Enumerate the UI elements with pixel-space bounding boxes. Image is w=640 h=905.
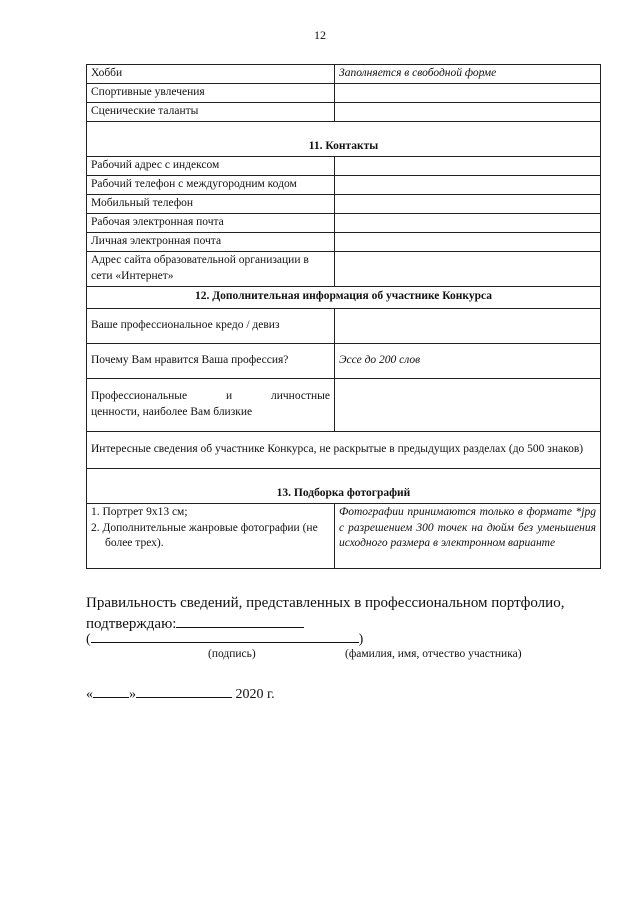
row-value[interactable]: Заполняется в свободной форме [335, 65, 601, 84]
confirmation-statement: Правильность сведений, представленных в профессиональном портфолио, подтверждаю: [86, 595, 565, 632]
row-label: Адрес сайта образовательной организации в сети «Интернет» [87, 252, 335, 287]
table-row [87, 84, 601, 103]
values-label-line2: ценности, наиболее Вам близкие [91, 406, 253, 418]
row-label: Сценические таланты [87, 103, 335, 122]
table-row [87, 309, 601, 344]
table-row [87, 432, 601, 469]
row-value[interactable] [335, 195, 601, 214]
name-caption: (фамилия, имя, отчество участника) [345, 648, 522, 660]
confirm-underline[interactable] [176, 613, 304, 628]
table-row [87, 252, 601, 287]
portfolio-form-table [86, 64, 601, 569]
signature-field[interactable] [91, 628, 359, 643]
row-value[interactable] [335, 157, 601, 176]
row-label: Рабочий адрес с индексом [87, 157, 335, 176]
photo-item: 2. Дополнительные жанровые фотографии (не более трех). [91, 521, 318, 550]
date-year: 2020 г. [235, 687, 275, 702]
table-row [87, 195, 601, 214]
row-label: Личная электронная почта [87, 233, 335, 252]
table-row [87, 344, 601, 379]
row-label: Рабочая электронная почта [87, 214, 335, 233]
section-header-additional [87, 287, 601, 309]
date-day-field[interactable] [93, 683, 129, 698]
row-value[interactable]: Эссе до 200 слов [335, 344, 601, 379]
row-label: Рабочий телефон с междугородним кодом [87, 176, 335, 195]
table-row [87, 103, 601, 122]
section-title: 13. Подборка фотографий [87, 469, 601, 504]
section-header-contacts [87, 122, 601, 157]
row-label: Мобильный телефон [87, 195, 335, 214]
section-title: 12. Дополнительная информация об участнике Конкурса [87, 287, 601, 309]
table-row [87, 504, 601, 569]
photo-item: 1. Портрет 9х13 см; [91, 506, 188, 518]
row-label: Спортивные увлечения [87, 84, 335, 103]
table-row [87, 214, 601, 233]
row-label: Ваше профессиональное кредо / девиз [87, 309, 335, 344]
table-row [87, 233, 601, 252]
table-row [87, 176, 601, 195]
table-row [87, 379, 601, 432]
page-number: 12 [314, 28, 326, 42]
row-value[interactable] [335, 252, 601, 287]
table-row [87, 65, 601, 84]
section-title: 11. Контакты [87, 122, 601, 157]
row-label [87, 379, 335, 432]
photo-note: Фотографии принимаются только в формате *jpg с разрешением 300 точек на дюйм без уменьшения исходного размера в электронном варианте [335, 504, 601, 569]
row-value[interactable] [335, 309, 601, 344]
row-value[interactable] [335, 176, 601, 195]
row-value[interactable] [335, 379, 601, 432]
table-row [87, 157, 601, 176]
date-month-field[interactable] [136, 683, 232, 698]
date-line: « » 2020 г. [86, 683, 275, 703]
row-label: Почему Вам нравится Ваша профессия? [87, 344, 335, 379]
row-value[interactable] [335, 103, 601, 122]
values-label-line1: Профессиональные и личностные [91, 390, 330, 403]
row-value[interactable] [335, 214, 601, 233]
photo-list [87, 504, 335, 569]
interesting-info: Интересные сведения об участнике Конкурса, не раскрытые в предыдущих разделах (до 500 знаков) [87, 432, 601, 469]
section-header-photos [87, 469, 601, 504]
row-label: Хобби [87, 65, 335, 84]
row-value[interactable] [335, 84, 601, 103]
row-value[interactable] [335, 233, 601, 252]
signature-line: ( ) [86, 628, 363, 648]
signature-caption: (подпись) [208, 648, 256, 660]
